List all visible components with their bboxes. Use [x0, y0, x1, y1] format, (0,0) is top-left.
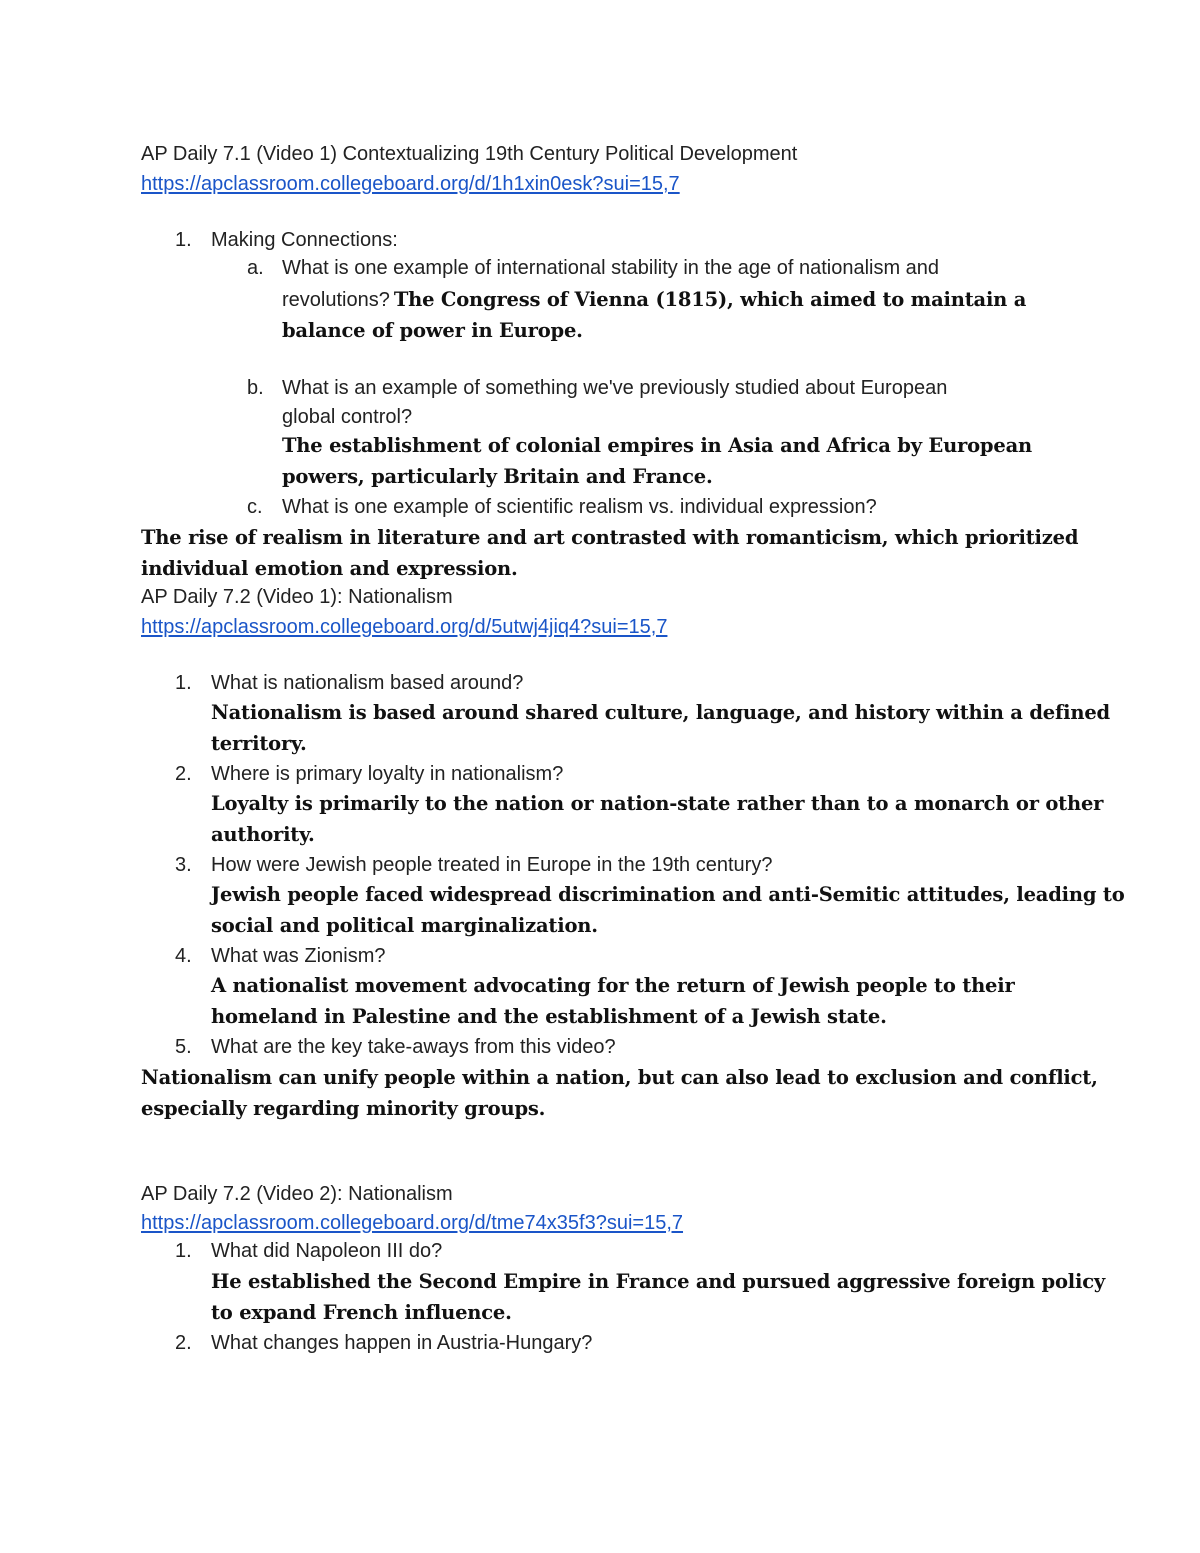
s3-q1-marker: 1. [175, 1240, 192, 1262]
sub-a-question-line-2: revolutions? [282, 289, 390, 311]
sub-b-question-line-2: global control? [282, 406, 413, 428]
s2-q1-answer-line-1: Nationalism is based around shared culture, language, and history within a defined [211, 701, 1110, 724]
s2-q1-question: What is nationalism based around? [211, 672, 524, 694]
s2-q2-answer-line-2: authority. [211, 823, 315, 846]
q1-marker: 1. [175, 229, 192, 251]
s3-q2-marker: 2. [175, 1332, 192, 1354]
s2-q4-marker: 4. [175, 945, 192, 967]
s2-q4-question: What was Zionism? [211, 945, 386, 967]
s2-q1-marker: 1. [175, 672, 192, 694]
s2-q4-answer-line-1: A nationalist movement advocating for the return of Jewish people to their [211, 974, 1015, 997]
sub-a-answer-line-1: balance of power in Europe. [282, 319, 583, 342]
s2-q3-answer-line-1: Jewish people faced widespread discrimination and anti-Semitic attitudes, leading to [211, 883, 1125, 906]
s2-q3-answer-line-2: social and political marginalization. [211, 914, 598, 937]
s2-q5-marker: 5. [175, 1036, 192, 1058]
section-1-title: AP Daily 7.1 (Video 1) Contextualizing 19th Century Political Development [141, 143, 798, 165]
s2-q3-marker: 3. [175, 854, 192, 876]
sub-a-answer-inline: The Congress of Vienna (1815), which aimed to maintain a [393, 288, 1027, 311]
sub-c-question-line-1: What is one example of scientific realism vs. individual expression? [282, 496, 877, 518]
s3-q2-question: What changes happen in Austria-Hungary? [211, 1332, 593, 1354]
sub-b-answer-line-2: powers, particularly Britain and France. [282, 465, 713, 488]
sub-b-answer-line-1: The establishment of colonial empires in Asia and Africa by European [282, 434, 1032, 457]
section-1-link[interactable]: https://apclassroom.collegeboard.org/d/1h1xin0esk?sui=15,7 [141, 173, 680, 195]
s2-q2-marker: 2. [175, 763, 192, 785]
sub-c-answer-line-2: individual emotion and expression. [141, 557, 518, 580]
s2-q5-answer-line-2: especially regarding minority groups. [141, 1097, 546, 1120]
sub-a-question-line-1: What is one example of international stability in the age of nationalism and [282, 257, 940, 279]
sub-a-question-line-2-row [282, 284, 1026, 315]
q1-text: Making Connections: [211, 229, 398, 251]
section-3-title: AP Daily 7.2 (Video 2): Nationalism [141, 1183, 453, 1205]
s2-q5-question: What are the key take-aways from this video? [211, 1036, 616, 1058]
section-2-link[interactable]: https://apclassroom.collegeboard.org/d/5utwj4jiq4?sui=15,7 [141, 616, 668, 638]
sub-c-answer-line-1: The rise of realism in literature and art contrasted with romanticism, which prioritized [141, 526, 1079, 549]
section-2-title: AP Daily 7.2 (Video 1): Nationalism [141, 586, 453, 608]
s2-q3-question: How were Jewish people treated in Europe in the 19th century? [211, 854, 773, 876]
s3-q1-answer-line-2: to expand French influence. [211, 1301, 512, 1324]
s2-q2-question: Where is primary loyalty in nationalism? [211, 763, 564, 785]
s2-q2-answer-line-1: Loyalty is primarily to the nation or nation-state rather than to a monarch or other [211, 792, 1104, 815]
s2-q4-answer-line-2: homeland in Palestine and the establishment of a Jewish state. [211, 1005, 887, 1028]
s2-q5-answer-line-1: Nationalism can unify people within a nation, but can also lead to exclusion and conflict, [141, 1066, 1098, 1089]
s3-q1-question: What did Napoleon III do? [211, 1240, 443, 1262]
sub-c-marker: c. [247, 496, 263, 518]
sub-a-marker: a. [247, 257, 264, 279]
section-3-link[interactable]: https://apclassroom.collegeboard.org/d/tme74x35f3?sui=15,7 [141, 1212, 684, 1234]
sub-b-question-line-1: What is an example of something we've previously studied about European [282, 377, 948, 399]
sub-b-marker: b. [247, 377, 264, 399]
s3-q1-answer-line-1: He established the Second Empire in France and pursued aggressive foreign policy [211, 1270, 1105, 1293]
s2-q1-answer-line-2: territory. [211, 732, 307, 755]
